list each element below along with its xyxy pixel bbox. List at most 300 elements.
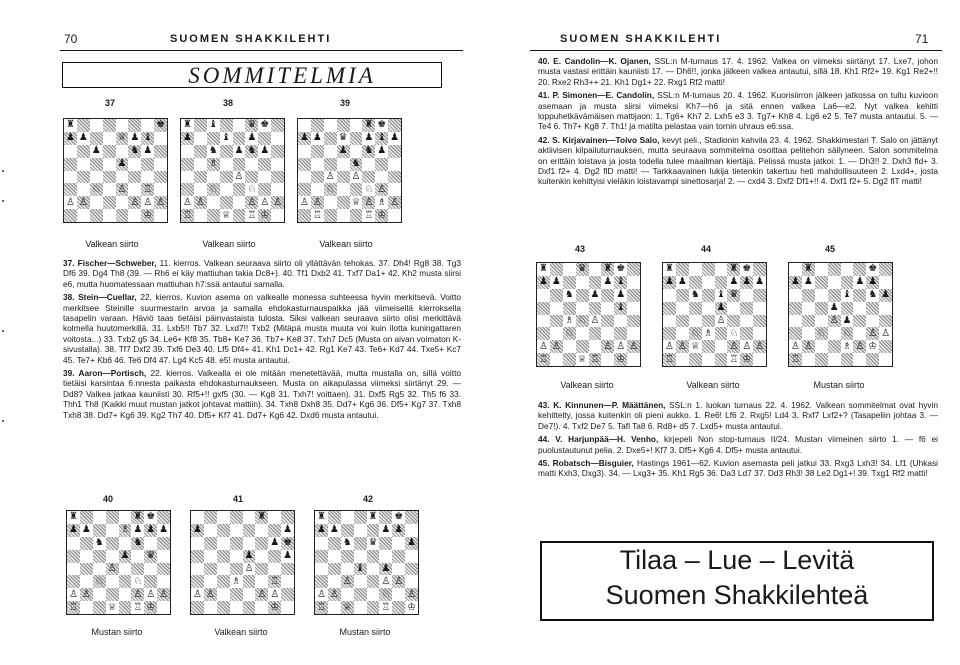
board-square: ♘ <box>325 183 335 195</box>
board-square <box>77 171 90 184</box>
board-square <box>217 550 230 563</box>
board-square: ♗ <box>208 158 218 170</box>
board-square: ♟ <box>192 524 202 536</box>
board-square <box>405 524 418 537</box>
board-square: ♙ <box>146 588 156 600</box>
board-square <box>676 327 689 340</box>
board-square: ♟ <box>803 276 813 288</box>
board-square <box>128 119 141 132</box>
board-square <box>341 550 354 563</box>
board-square: ♙ <box>664 340 674 352</box>
board-square: ♙ <box>81 588 91 600</box>
board-square <box>258 171 271 184</box>
board-square: ♟ <box>338 145 348 157</box>
board-square <box>815 276 828 289</box>
board-square: ♘ <box>208 183 218 195</box>
game-heading-38: 38. Stein—Cuellar, <box>63 292 137 303</box>
board-square <box>879 315 892 328</box>
board-square: ♟ <box>677 276 687 288</box>
board-square <box>689 302 702 315</box>
board-square <box>802 289 815 302</box>
board-square: ♝ <box>221 132 231 144</box>
board-square <box>828 340 841 353</box>
board-square <box>311 158 324 171</box>
board-square <box>405 511 418 524</box>
ad-line-1: Tilaa – Lue – Levitä <box>619 545 855 575</box>
board-square <box>715 276 728 289</box>
board-square: ♟ <box>130 132 140 144</box>
board-square <box>119 575 132 588</box>
board-square: ♟ <box>260 145 270 157</box>
board-square <box>271 119 284 132</box>
board-square: ♙ <box>394 575 404 587</box>
board-square: ♖ <box>664 353 674 365</box>
board-square <box>879 353 892 366</box>
board-square <box>207 196 220 209</box>
board-square: ♜ <box>257 511 267 523</box>
board-square <box>354 511 367 524</box>
board-square <box>866 302 879 315</box>
board-square: ♟ <box>329 524 339 536</box>
board-square <box>337 158 350 171</box>
diagram-number: 43 <box>574 244 585 254</box>
board-square: ♙ <box>234 170 244 182</box>
board-square <box>106 575 119 588</box>
board-square <box>388 145 401 158</box>
board-square <box>715 263 728 276</box>
board-square: ♟ <box>394 524 404 536</box>
board-square <box>268 511 281 524</box>
diagram-caption: Valkean siirto <box>202 239 256 249</box>
game-heading-37: 37. Fischer—Schweber, <box>63 258 157 268</box>
board-square <box>702 302 715 315</box>
board-square <box>144 537 157 550</box>
board-square: ♘ <box>564 327 574 339</box>
board-square: ♙ <box>538 340 548 352</box>
board-square <box>853 289 866 302</box>
board-square: ♖ <box>729 353 739 365</box>
board-square <box>375 158 388 171</box>
board-square <box>324 209 337 222</box>
board-square: ♟ <box>312 132 322 144</box>
board-square: ♙ <box>65 196 75 208</box>
board-square: ♟ <box>538 276 548 288</box>
left-article-text <box>63 258 461 423</box>
game-heading-42: 42. S. Kirjavainen—Toivo Salo, <box>538 134 660 145</box>
board-square: ♜ <box>364 119 374 131</box>
board-square <box>90 209 103 222</box>
board-square <box>689 353 702 366</box>
board-square: ♙ <box>273 196 283 208</box>
board-square <box>194 132 207 145</box>
board-square: ♖ <box>590 353 600 365</box>
board-square <box>194 119 207 132</box>
board-square <box>154 132 167 145</box>
board-square: ♘ <box>91 183 101 195</box>
board-square <box>550 315 563 328</box>
board-square <box>601 327 614 340</box>
board-square <box>740 289 753 302</box>
board-square <box>103 158 116 171</box>
diagram-number: 42 <box>362 494 373 504</box>
board-square: ♞ <box>94 537 104 549</box>
board-square <box>93 550 106 563</box>
board-square <box>191 601 204 614</box>
board-square: ♙ <box>377 183 387 195</box>
board-square <box>563 302 576 315</box>
header-rule <box>60 50 463 51</box>
board-square <box>589 327 602 340</box>
board-square <box>815 353 828 366</box>
board-square <box>315 537 328 550</box>
diagram-caption: Valkean siirto <box>686 380 740 390</box>
board-square <box>217 511 230 524</box>
board-square <box>853 315 866 328</box>
board-square <box>281 601 294 614</box>
game-text-40: SSL:n M-turnaus 17. 4. 1962. Valkea on viimeksi siirtänyt 17. Lxe7, johon musta vastasi erittäin kauniisti 17. — Dh6!!, jonka jälkeen valkea antautui, sillä 18. Kh1 Rf2+ 19. Kg1 Re2+!! 20. Rxe2 Rh3++ 21. Kh1 Dg1+ 22. Rxg1 Rf2 matti! <box>538 56 938 87</box>
board-square <box>233 119 246 132</box>
board-square: ♔ <box>143 209 153 221</box>
board-square <box>828 327 841 340</box>
board-square <box>103 183 116 196</box>
board-square <box>815 302 828 315</box>
board-square <box>64 183 77 196</box>
board-square: ♙ <box>247 196 257 208</box>
board-square <box>243 588 256 601</box>
board-square: ♟ <box>159 524 169 536</box>
board-square <box>589 302 602 315</box>
board-square <box>298 209 311 222</box>
board-square <box>90 171 103 184</box>
board-square: ♛ <box>577 263 587 275</box>
board-square <box>90 158 103 171</box>
game-heading-40: 40. E. Candolin—K. Ojanen, <box>538 56 651 66</box>
board-square <box>740 302 753 315</box>
board-square <box>815 340 828 353</box>
board-square <box>243 601 256 614</box>
board-square: ♘ <box>816 327 826 339</box>
board-square <box>563 340 576 353</box>
board-square <box>753 289 766 302</box>
board-square <box>337 171 350 184</box>
board-square <box>727 315 740 328</box>
board-square <box>281 575 294 588</box>
board-square <box>116 196 129 209</box>
board-square <box>841 276 854 289</box>
board-square <box>157 601 170 614</box>
board-square: ♟ <box>603 276 613 288</box>
board-square: ♜ <box>316 511 326 523</box>
board-square <box>354 575 367 588</box>
board-square <box>663 289 676 302</box>
board-square <box>204 524 217 537</box>
board-square <box>388 183 401 196</box>
board-square <box>789 289 802 302</box>
board-square: ♙ <box>729 340 739 352</box>
game-heading-45: 45. Robatsch—Bisguier, <box>538 458 634 469</box>
board-square <box>627 263 640 276</box>
board-square <box>207 171 220 184</box>
board-square: ♝ <box>208 119 218 131</box>
section-title: SOMMITELMIA <box>188 63 376 88</box>
board-square: ♟ <box>664 276 674 288</box>
board-square <box>537 315 550 328</box>
board-square: ♖ <box>381 601 391 613</box>
board-square: ♟ <box>881 289 891 301</box>
diagram-caption: Valkean siirto <box>319 239 373 249</box>
board-square: ♟ <box>590 289 600 301</box>
game-text-42: kevyt peli., Stadionin kahvila 23. 4. 1962. Shakkimestari T. Salo on jättänyt aktiivisen kilpailuturnauksen, mutta seuraava sommitelma osoittaa pelitehon säilyneen. Salon sommitelma on erittäin loistava ja josta todella tulee maailman kiertäjä. Pelissä musta jatkoi: 1. — Dh3!! 2. Dxh3 fld+ 3. Dxf1 f2+ 4. Dg2 flD matti! — Tarkkaavainen lukija tietenkin takertuu heti mahdollisuuteen 2. Lxd4+, josta kuitenkin kehittyisi vieläkin loistavampi sinettosarja! 2. — cxd4 3. Dxf2 Df1+!! 4. Dxf1 f2+ 5. Dg2 flT matti! <box>538 134 938 187</box>
board-square <box>106 550 119 563</box>
board-square <box>676 263 689 276</box>
board-square <box>328 601 341 614</box>
board-square: ♟ <box>283 524 293 536</box>
board-square <box>157 575 170 588</box>
board-square <box>119 563 132 576</box>
board-square <box>157 563 170 576</box>
board-square <box>388 119 401 132</box>
board-square: ♟ <box>68 524 78 536</box>
board-square <box>80 563 93 576</box>
board-square: ♖ <box>133 601 143 613</box>
chess-diagram-42 <box>314 510 419 615</box>
board-square <box>80 550 93 563</box>
board-square <box>230 588 243 601</box>
board-square <box>789 327 802 340</box>
board-square: ♕ <box>221 209 231 221</box>
board-square <box>576 276 589 289</box>
game-text-37: 11. kierros. Valkean seuraava siirto oli yllättävän tehokas. 37. Dh4! Rg8 38. Tg3 Df6 39. Dg4 Th8 (39. — Rh6 ei käy mattiuhan takia Dc8+). 40. Tf1 Dxb2 41. Txf7 Da1+ 42. Kh2 musta siirsi e6, mutta huomatessaan mattiuhan h7:ssä antautui samalla. <box>63 258 461 289</box>
board-square <box>740 327 753 340</box>
board-square: ♘ <box>690 327 700 339</box>
game-text-44: kirjepeli Non stop-turnaus II/24. Mustan viimeinen siirto 1. — f6 ei puolustautunut pelia. 2. Dxe5+! Kf7 3. Df5+ Kg6 4. Df5+ musta antautui. <box>538 434 938 455</box>
board-square <box>379 511 392 524</box>
board-square <box>245 171 258 184</box>
board-square: ♙ <box>257 588 267 600</box>
board-square: ♜ <box>729 263 739 275</box>
board-square: ♘ <box>364 183 374 195</box>
board-square <box>315 575 328 588</box>
board-square: ♖ <box>68 601 78 613</box>
board-square <box>144 563 157 576</box>
board-square <box>753 263 766 276</box>
board-square <box>220 158 233 171</box>
board-square <box>563 263 576 276</box>
board-square: ♙ <box>616 340 626 352</box>
board-square <box>537 289 550 302</box>
board-square <box>802 353 815 366</box>
diagram-caption: Mustan siirto <box>91 627 143 637</box>
game-heading-39: 39. Aaron—Portisch, <box>63 368 147 379</box>
board-square: ♘ <box>94 575 104 587</box>
board-square: ♙ <box>629 340 639 352</box>
board-square <box>64 171 77 184</box>
board-square: ♟ <box>117 158 127 170</box>
board-square <box>233 132 246 145</box>
board-square: ♟ <box>790 276 800 288</box>
board-square: ♚ <box>394 511 404 523</box>
board-square: ♗ <box>231 575 241 587</box>
board-square: ♟ <box>616 289 626 301</box>
board-square <box>328 511 341 524</box>
board-square <box>866 353 879 366</box>
board-square: ♚ <box>868 263 878 275</box>
board-square <box>350 132 363 145</box>
board-square: ♝ <box>842 289 852 301</box>
board-square <box>367 550 380 563</box>
board-square <box>537 327 550 340</box>
board-square <box>106 588 119 601</box>
board-square <box>853 327 866 340</box>
board-square: ♟ <box>855 276 865 288</box>
board-square: ♔ <box>868 340 878 352</box>
board-square <box>233 183 246 196</box>
board-square <box>663 302 676 315</box>
board-square <box>93 563 106 576</box>
diagram-number: 40 <box>102 494 113 504</box>
board-square <box>550 353 563 366</box>
board-square <box>157 537 170 550</box>
board-square <box>550 302 563 315</box>
board-square <box>194 158 207 171</box>
board-square: ♚ <box>377 119 387 131</box>
board-square <box>217 524 230 537</box>
board-square: ♞ <box>133 537 143 549</box>
board-square <box>589 263 602 276</box>
board-square <box>350 183 363 196</box>
board-square <box>815 289 828 302</box>
scan-mark <box>2 330 4 332</box>
board-square <box>576 340 589 353</box>
board-square: ♘ <box>381 588 391 600</box>
board-square <box>106 537 119 550</box>
board-square: ♙ <box>342 575 352 587</box>
board-square: ♞ <box>868 289 878 301</box>
scan-mark <box>2 420 4 422</box>
board-square: ♟ <box>299 132 309 144</box>
board-square <box>853 353 866 366</box>
diagram-caption: Mustan siirto <box>813 380 865 390</box>
board-square: ♕ <box>690 340 700 352</box>
board-square <box>350 209 363 222</box>
board-square: ♙ <box>130 196 140 208</box>
board-square: ♞ <box>342 537 352 549</box>
board-square: ♛ <box>146 550 156 562</box>
board-square <box>220 119 233 132</box>
board-square: ♟ <box>381 562 391 574</box>
board-square <box>627 353 640 366</box>
board-square <box>64 209 77 222</box>
board-square <box>392 563 405 576</box>
board-square: ♝ <box>616 276 626 288</box>
board-square <box>230 563 243 576</box>
board-square: ♜ <box>803 263 813 275</box>
board-square <box>64 158 77 171</box>
board-square <box>375 171 388 184</box>
board-square <box>271 158 284 171</box>
diagram-caption: Mustan siirto <box>339 627 391 637</box>
board-square: ♗ <box>564 314 574 326</box>
board-square <box>93 601 106 614</box>
ad-line-2: Suomen Shakkilehteä <box>605 580 869 610</box>
diagram-number: 38 <box>222 98 233 108</box>
board-square <box>392 588 405 601</box>
board-square <box>405 575 418 588</box>
board-square: ♘ <box>133 575 143 587</box>
board-square: ♕ <box>107 601 117 613</box>
board-square <box>828 289 841 302</box>
board-square <box>268 550 281 563</box>
board-square: ♜ <box>664 263 674 275</box>
board-square <box>271 209 284 222</box>
board-square: ♟ <box>146 524 156 536</box>
board-square <box>77 158 90 171</box>
board-square: ♙ <box>182 196 192 208</box>
board-square <box>157 550 170 563</box>
board-square <box>258 158 271 171</box>
board-square: ♜ <box>133 511 143 523</box>
board-square <box>67 575 80 588</box>
board-square <box>802 327 815 340</box>
board-square: ♙ <box>790 340 800 352</box>
board-square <box>243 524 256 537</box>
board-square <box>341 511 354 524</box>
board-square: ♙ <box>156 196 166 208</box>
board-square: ♟ <box>716 302 726 314</box>
board-square <box>116 209 129 222</box>
board-square <box>255 563 268 576</box>
board-square <box>689 263 702 276</box>
board-square <box>230 601 243 614</box>
board-square <box>392 550 405 563</box>
board-square <box>676 315 689 328</box>
board-square: ♜ <box>538 263 548 275</box>
board-square: ♙ <box>159 588 169 600</box>
board-square: ♙ <box>192 588 202 600</box>
board-square: ♙ <box>803 340 813 352</box>
board-square <box>191 563 204 576</box>
board-square <box>576 289 589 302</box>
board-square: ♔ <box>260 209 270 221</box>
board-square: ♟ <box>247 132 257 144</box>
board-square <box>80 537 93 550</box>
board-square <box>841 302 854 315</box>
board-square: ♙ <box>351 170 361 182</box>
board-square <box>328 575 341 588</box>
board-square <box>362 158 375 171</box>
board-square: ♙ <box>312 196 322 208</box>
board-square <box>367 601 380 614</box>
board-square: ♙ <box>195 196 205 208</box>
board-square <box>354 601 367 614</box>
board-square: ♟ <box>316 524 326 536</box>
board-square: ♙ <box>78 196 88 208</box>
board-square <box>67 537 80 550</box>
diagram-caption: Valkean siirto <box>85 239 139 249</box>
board-square: ♔ <box>742 353 752 365</box>
board-square <box>103 209 116 222</box>
board-square: ♔ <box>407 601 417 613</box>
board-square: ♟ <box>390 132 400 144</box>
board-square: ♙ <box>364 196 374 208</box>
board-square <box>233 196 246 209</box>
board-square <box>853 263 866 276</box>
board-square: ♟ <box>381 524 391 536</box>
board-square <box>676 353 689 366</box>
board-square <box>271 145 284 158</box>
board-square <box>311 145 324 158</box>
board-square <box>258 183 271 196</box>
